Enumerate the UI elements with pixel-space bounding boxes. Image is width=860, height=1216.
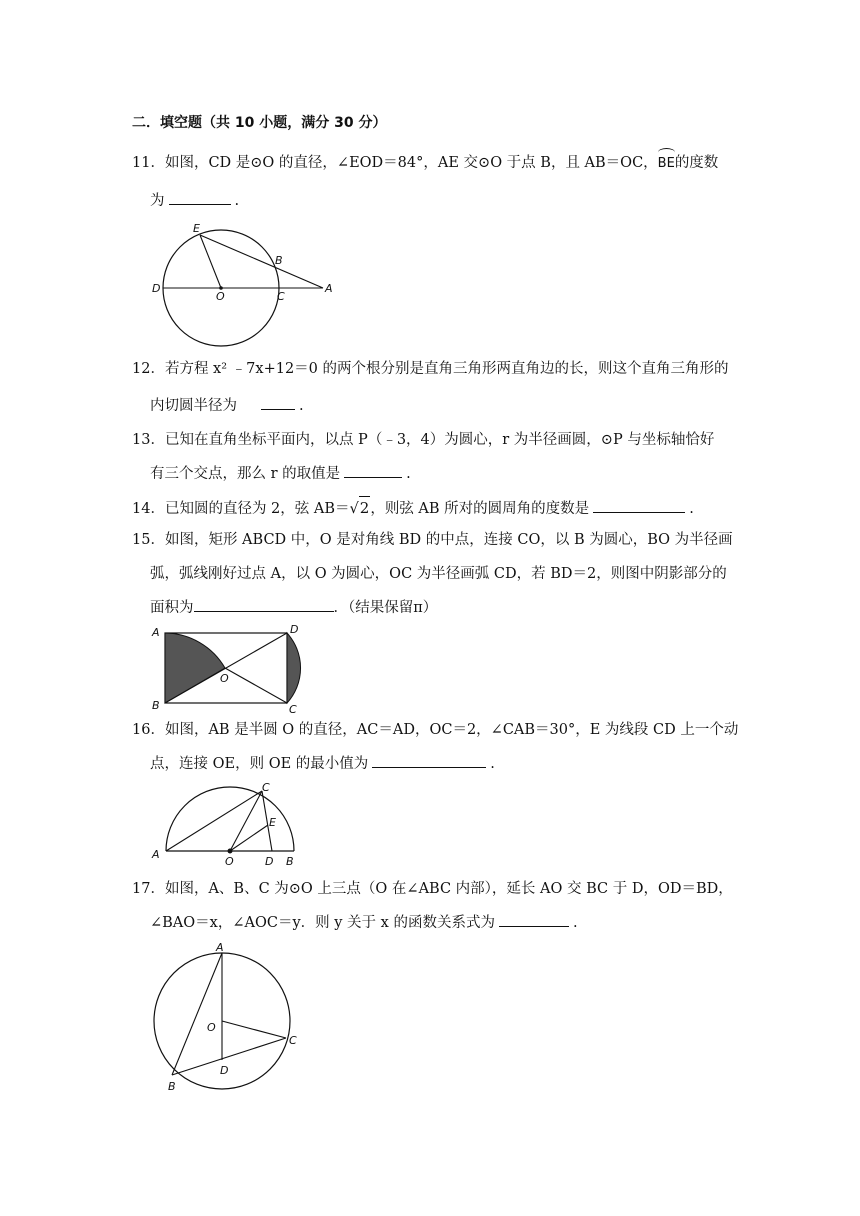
- label-o: O: [216, 290, 225, 303]
- question-15-line-3: 面积为 ．（结果保留π）: [150, 597, 437, 619]
- question-15-line-2: 弧，弧线刚好过点 A，以 O 为圆心，OC 为半径画弧 CD，若 BD＝2，则图中阴影部分的: [150, 566, 727, 582]
- label-a: A: [152, 848, 160, 861]
- figure-q17: [148, 938, 318, 1098]
- section-title: 二．填空题（共 10 小题，满分 30 分）: [132, 115, 387, 131]
- figure-q15: [148, 624, 308, 714]
- label-o: O: [225, 855, 234, 868]
- question-11-line-1: [132, 152, 718, 175]
- label-b: B: [168, 1080, 176, 1093]
- question-13-line-1: 13．已知在直角坐标平面内，以点 P（﹣3，4）为圆心，r 为半径画圆，⊙P 与坐标轴恰好: [132, 432, 715, 448]
- question-12-line-2: 内切圆半径为 .: [150, 395, 304, 417]
- question-17-line-1: 17．如图，A、B、C 为⊙O 上三点（O 在∠ABC 内部），延长 AO 交 BC 于 D，OD＝BD，: [132, 881, 733, 897]
- label-e: E: [269, 816, 276, 829]
- answer-blank[interactable]: [169, 190, 231, 205]
- question-text: 如图，CD 是⊙O 的直径，∠EOD＝84°，AE 交⊙O 于点 B，且 AB＝OC，: [164, 155, 658, 171]
- segment-ac: [166, 791, 262, 851]
- question-15-line-1: 15．如图，矩形 ABCD 中，O 是对角线 BD 的中点，连接 CO，以 B 为圆心，BO 为半径画: [132, 532, 733, 548]
- label-d: D: [265, 855, 274, 868]
- question-number: 11．: [132, 155, 165, 171]
- label-d: D: [220, 1064, 229, 1077]
- figure-q11: [148, 222, 348, 347]
- question-11-line-2: 为 .: [150, 190, 239, 212]
- answer-blank[interactable]: [499, 912, 569, 927]
- question-14-line-1: 14．已知圆的直径为 2，弦 AB＝√2，则弦 AB 所对的圆周角的度数是 .: [132, 496, 694, 520]
- question-text-end: 的度数: [674, 155, 719, 171]
- answer-blank[interactable]: [261, 395, 295, 410]
- sqrt-2: √2: [350, 496, 371, 520]
- segment-oc: [225, 668, 287, 703]
- question-16-line-1: 16．如图，AB 是半圆 O 的直径，AC＝AD，OC＝2，∠CAB＝30°，E 为线段 CD 上一个动: [132, 722, 739, 738]
- label-a: A: [325, 282, 333, 295]
- shaded-region-left: [165, 633, 225, 703]
- label-e: E: [193, 222, 200, 235]
- line-ea: [200, 235, 323, 288]
- label-b: B: [286, 855, 294, 868]
- label-a: A: [152, 626, 160, 639]
- answer-blank[interactable]: [593, 498, 685, 513]
- label-o: O: [207, 1021, 216, 1034]
- figure-q16: [148, 780, 308, 870]
- segment-oe: [230, 825, 268, 851]
- label-a: A: [216, 941, 224, 954]
- label-b: B: [152, 699, 160, 712]
- arc-be-label: BE: [658, 153, 675, 175]
- segment-oc: [222, 1021, 286, 1038]
- label-d: D: [290, 624, 299, 636]
- answer-blank[interactable]: [194, 597, 334, 612]
- center-point: [228, 849, 233, 854]
- question-16-line-2: 点，连接 OE，则 OE 的最小值为 .: [150, 753, 495, 775]
- label-b: B: [275, 254, 283, 267]
- answer-blank[interactable]: [344, 463, 402, 478]
- label-c: C: [289, 703, 297, 714]
- label-c: C: [289, 1034, 297, 1047]
- label-d: D: [152, 282, 161, 295]
- question-12-line-1: 12．若方程 x² ﹣7x+12＝0 的两个根分别是直角三角形两直角边的长，则这个直角三角形的: [132, 361, 729, 377]
- segment-oc: [230, 791, 262, 851]
- answer-blank[interactable]: [372, 753, 486, 768]
- question-13-line-2: 有三个交点，那么 r 的取值是 .: [150, 463, 411, 485]
- question-17-line-2: ∠BAO＝x，∠AOC＝y．则 y 关于 x 的函数关系式为 .: [150, 912, 578, 934]
- shaded-region-right: [287, 633, 301, 703]
- label-c: C: [262, 781, 270, 794]
- segment-ab: [172, 953, 222, 1075]
- label-o: O: [220, 672, 229, 685]
- label-c: C: [277, 290, 285, 303]
